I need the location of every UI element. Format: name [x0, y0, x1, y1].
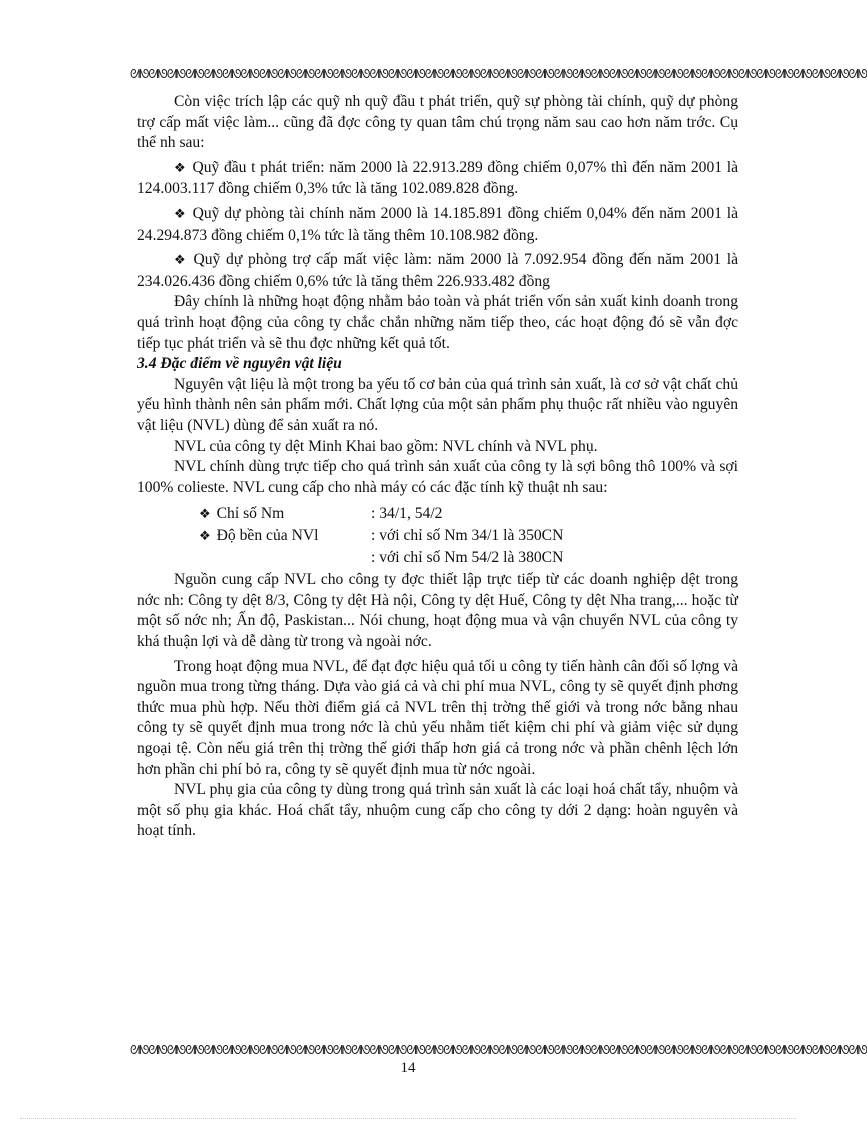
bullet-diamond-icon: ❖ [174, 160, 187, 176]
bullet-diamond-icon: ❖ [174, 253, 188, 269]
paragraph-purchasing: Trong hoạt động mua NVL, để đạt đợc hiệu quả tối u công ty tiến hành cân đối số lợng và nguồn mua trong từng tháng. Dựa vào giá cả và chi phí mua NVL, công ty sẽ quyết định phơng thức mua phù hợp. Nếu thời điểm giá cả NVL trên thị trờng thế giới và trong nớc bằng nhau công ty sẽ quyết định mua trong nớc là chủ yếu nhằm tiết kiệm chi phí và giảm việc sử dụng ngoại tệ. Còn nếu giá trên thị trờng thế giới thấp hơn giá cả trong nớc và phần chênh lệch lớn hơn phần chi phí bỏ ra, công ty sẽ quyết định mua từ nớc ngoài. [137, 657, 738, 778]
section-heading: 3.4 Đặc điểm về nguyên vật liệu [137, 355, 342, 373]
top-ornamental-border: ᘛᘚᘛᘚᘛᘚᘛᘚᘛᘚᘛᘚᘛᘚᘛᘚᘛᘚᘛᘚᘛᘚᘛᘚᘛᘚᘛᘚᘛᘚᘛᘚᘛᘚᘛᘚᘛᘚᘛᘚᘛᘚᘛᘚᘛᘚᘛᘚᘛᘚᘛᘚᘛᘚᘛᘚᘛᘚᘛᘚᘛᘚᘛᘚᘛᘚᘛᘚᘛᘚᘛᘚᘛᘚᘛᘚᘛᘚᘛᘚ [130, 67, 867, 81]
paragraph-materials-types: NVL của công ty dệt Minh Khai bao gồm: NVL chính và NVL phụ. [174, 437, 598, 455]
bullet-text: Quỹ dự phòng trợ cấp mất việc làm: năm 2000 là 7.092.954 đồng đến năm 2001 là 234.026.436 đồng chiếm 0,6% tức là tăng thêm 226.933.482 đồng [137, 251, 738, 290]
paragraph-main-materials: NVL chính dùng trực tiếp cho quá trình sản xuất của công ty là sợi bông thô 100% và sợi 100% colieste. NVL cung cấp cho nhà máy có các đặc tính kỹ thuật nh sau: [137, 458, 738, 496]
bullet-text: Quỹ dự phòng tài chính năm 2000 là 14.185.891 đồng chiếm 0,04% đến năm 2001 là 24.294.873 đồng chiếm 0,1% tức là tăng thêm 10.108.982 đồng. [137, 204, 738, 244]
paragraph-conclusion: Đây chính là những hoạt động nhằm bảo toàn và phát triển vốn sản xuất kinh doanh trong quá trình hoạt động của công ty chắc chắn những năm tiếp theo, các hoạt động đó sẽ vẫn đợc tiếp tục phát triển và sẽ thu đợc những kết quả tốt. [137, 293, 738, 352]
bullet-diamond-icon: ❖ [199, 529, 211, 545]
page-number: 14 [400, 1060, 416, 1076]
footer-divider [20, 1118, 796, 1119]
paragraph-funds-intro: Còn việc trích lập các quỹ nh quỹ đầu t phát triển, quỹ sự phòng tài chính, quỹ dự phòng trợ cấp mất việc làm... cũng đã đợc công ty quan tâm chú trọng năm sau cao hơn năm trớc. Cụ thể nh sau: [137, 93, 738, 152]
paragraph-supply-sources: Nguồn cung cấp NVL cho công ty đợc thiết lập trực tiếp từ các doanh nghiệp dệt trong nớc nh: Công ty dệt 8/3, Công ty dệt Hà nội, Công ty dệt Huế, Công ty dệt Nha trang,... hoặc từ một số nớc nh; Ấn độ, Paskistan... Nói chung, hoạt động mua và vận chuyển NVL của công ty khá thuận lợi và dễ dàng từ trong và ngoài nớc. [137, 571, 738, 651]
spec-value: : với chỉ số Nm 54/2 là 380CN [371, 549, 564, 567]
paragraph-materials-intro: Nguyên vật liệu là một trong ba yếu tố cơ bản của quá trình sản xuất, là cơ sở vật chất chủ yếu hình thành nên sản phẩm mới. Chất lợng của một sản phẩm phụ thuộc rất nhiều vào nguyên vật liệu (NVL) dùng để sản xuất ra nó. [137, 375, 738, 434]
bullet-diamond-icon: ❖ [199, 507, 211, 523]
bullet-diamond-icon: ❖ [174, 206, 187, 222]
page-content [137, 92, 738, 842]
spec-value: : 34/1, 54/2 [371, 505, 443, 523]
spec-name: ❖ Chỉ số Nm [199, 505, 285, 523]
bullet-item-financial-reserve [137, 204, 738, 246]
bullet-item-unemployment-reserve [137, 250, 738, 292]
spec-row-strength-2 [199, 548, 738, 570]
spec-row-nm [199, 504, 738, 526]
paragraph-additives: NVL phụ gia của công ty dùng trong quá trình sản xuất là các loại hoá chất tẩy, nhuộm và một số phụ gia khác. Hoá chất tẩy, nhuộm cung cấp cho công ty dới 2 dạng: hoàn nguyên và hoạt tính. [137, 781, 738, 840]
bullet-item-investment-fund [137, 158, 738, 200]
spec-value: : với chỉ số Nm 34/1 là 350CN [371, 527, 564, 545]
spec-row-strength [199, 526, 738, 548]
bottom-ornamental-border: ᘛᘚᘛᘚᘛᘚᘛᘚᘛᘚᘛᘚᘛᘚᘛᘚᘛᘚᘛᘚᘛᘚᘛᘚᘛᘚᘛᘚᘛᘚᘛᘚᘛᘚᘛᘚᘛᘚᘛᘚᘛᘚᘛᘚᘛᘚᘛᘚᘛᘚᘛᘚᘛᘚᘛᘚᘛᘚᘛᘚᘛᘚᘛᘚᘛᘚᘛᘚᘛᘚᘛᘚᘛᘚᘛᘚᘛᘚᘛᘚ [130, 1043, 867, 1057]
spec-name: ❖ Độ bền của NVl [199, 527, 319, 545]
bullet-text: Quỹ đầu t phát triển: năm 2000 là 22.913.289 đồng chiếm 0,07% thì đến năm 2001 là 124.003.117 đồng chiếm 0,3% tức là tăng 102.089.828 đồng. [137, 158, 738, 198]
